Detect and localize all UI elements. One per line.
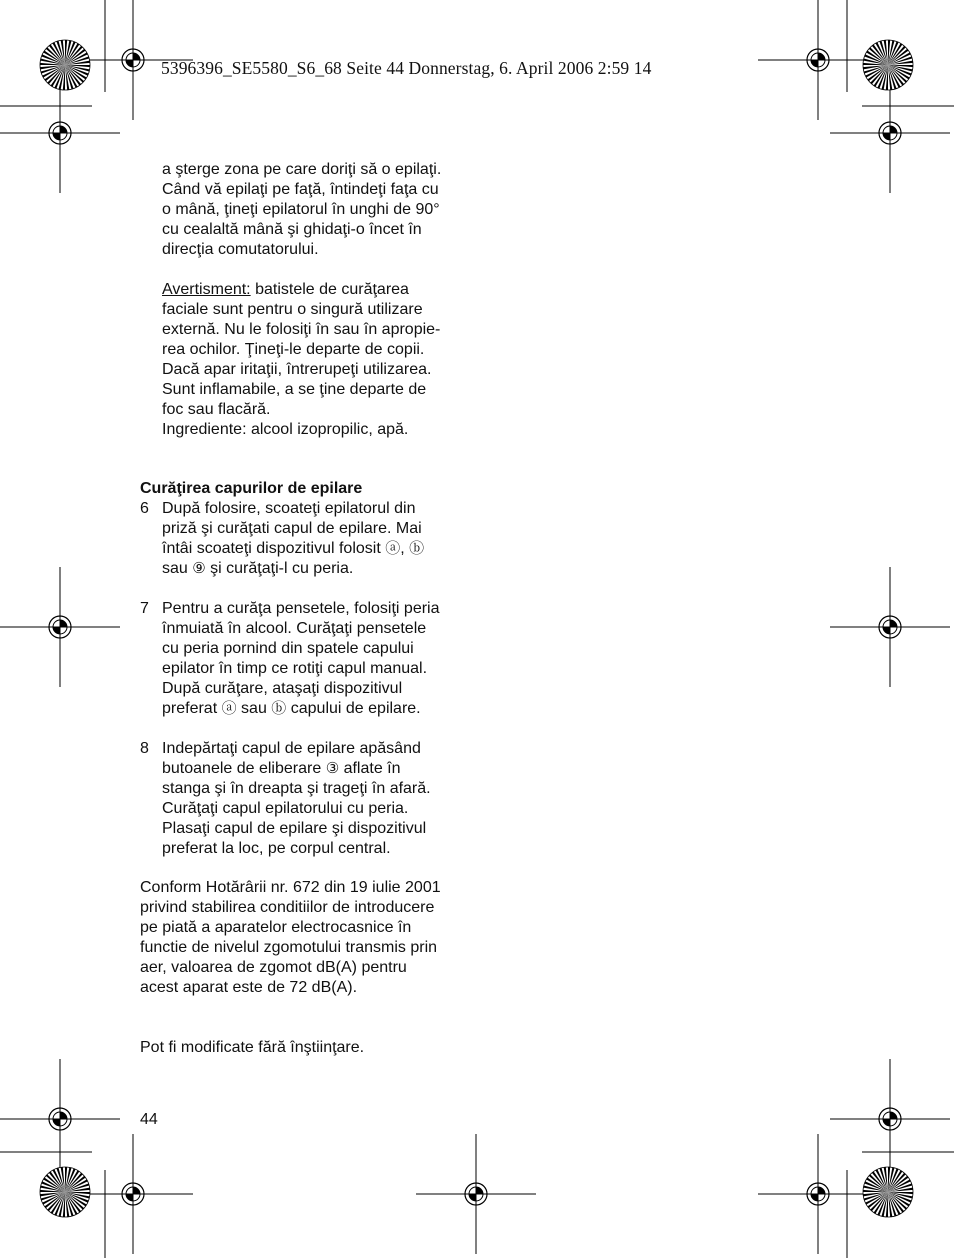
part-ref-1b: ⓑ xyxy=(409,540,425,557)
text-line: pe piată a aparatelor electrocasnice în xyxy=(140,919,412,936)
cleaning-section xyxy=(140,479,480,859)
text-line: Ingrediente: alcool izopropilic, apă. xyxy=(162,421,409,438)
item-number: 6 xyxy=(140,500,149,517)
section-heading: Curăţirea capurilor de epilare xyxy=(140,480,363,497)
starburst-target xyxy=(863,1167,913,1217)
text-line: foc sau flacără. xyxy=(162,401,271,418)
part-ref-1a: ⓐ xyxy=(385,540,401,557)
registration-mark xyxy=(0,1059,120,1179)
text-line: Conform Hotărârii nr. 672 din 19 iulie 2001 xyxy=(140,879,441,896)
intro-text xyxy=(162,160,482,440)
text-line: acest aparat este de 72 dB(A). xyxy=(140,979,358,996)
part-ref-1a: ⓐ xyxy=(221,700,237,717)
change-notice: Pot fi modificate fără înştiinţare. xyxy=(140,1039,365,1056)
starburst-target xyxy=(40,40,90,90)
registration-mark xyxy=(830,73,950,193)
part-ref-9: ⑨ xyxy=(192,560,206,577)
list-item: 7 Pentru a curăţa pensetele, folosiţi peria înmuiată în alcool. Curăţaţi pensetele cu peria pornind din spatele capului epilator în timp ce rotiţi capul manual. După curăţare, ataşaţi dispozitivul preferat ⓐ sau ⓑ capului de epilare. xyxy=(140,600,440,717)
page-number: 44 xyxy=(140,1111,158,1128)
warning-line: Avertisment: batistele de curăţarea xyxy=(162,281,409,298)
starburst-target xyxy=(863,40,913,90)
conformity-notice xyxy=(140,878,480,998)
registration-mark xyxy=(0,567,120,687)
text-line: privind stabilirea conditiilor de introducere xyxy=(140,899,435,916)
registration-mark xyxy=(758,1134,878,1254)
text-line: externă. Nu le folosiţi în sau în apropie- xyxy=(162,321,441,338)
list-item: 6 După folosire, scoateţi epilatorul din priză şi curăţati capul de epilare. Mai întâi scoateţi dispozitivul folosit ⓐ, ⓑ sau ⑨ şi curăţaţi-l cu peria. xyxy=(140,500,425,577)
text-line: rea ochilor. Ţineţi-le departe de copii. xyxy=(162,341,425,358)
registration-mark xyxy=(0,73,120,193)
warning-label: Avertisment: xyxy=(162,281,251,298)
registration-mark xyxy=(830,567,950,687)
text-line: aer, valoarea de zgomot dB(A) pentru xyxy=(140,959,407,976)
text-line: faciale sunt pentru o singură utilizare xyxy=(162,301,423,318)
text-line: Sunt inflamabile, a se ţine departe de xyxy=(162,381,427,398)
registration-mark xyxy=(830,1059,950,1179)
registration-mark xyxy=(416,1134,536,1254)
text-line: direcţia comutatorului. xyxy=(162,241,319,258)
text-line: Când vă epilaţi pe faţă, întindeţi faţa cu xyxy=(162,181,439,198)
part-ref-1b: ⓑ xyxy=(271,700,287,717)
text-line: functie de nivelul zgomotului transmis prin xyxy=(140,939,438,956)
list-item: 8 Indepărtaţi capul de epilare apăsând butoanele de eliberare ③ aflate în stanga şi în dreapta şi trageţi în afară. Curăţaţi capul epilatorului cu peria. Plasaţi capul de epilare şi dispozitivul preferat la loc, pe corpul central. xyxy=(140,740,431,857)
text-line: Dacă apar iritaţii, întrerupeţi utilizarea. xyxy=(162,361,432,378)
item-number: 8 xyxy=(140,740,149,757)
text-line: cu cealaltă mână şi ghidaţi-o încet în xyxy=(162,221,422,238)
print-header: 5396396_SE5580_S6_68 Seite 44 Donnerstag, 6. April 2006 2:59 14 xyxy=(161,58,652,78)
registration-mark xyxy=(758,0,878,120)
text-line: a şterge zona pe care doriţi să o epilaţi. xyxy=(162,161,442,178)
item-number: 7 xyxy=(140,600,149,617)
starburst-target xyxy=(40,1167,90,1217)
text-line: o mână, ţineţi epilatorul în unghi de 90° xyxy=(162,201,440,218)
part-ref-3: ③ xyxy=(325,760,340,777)
